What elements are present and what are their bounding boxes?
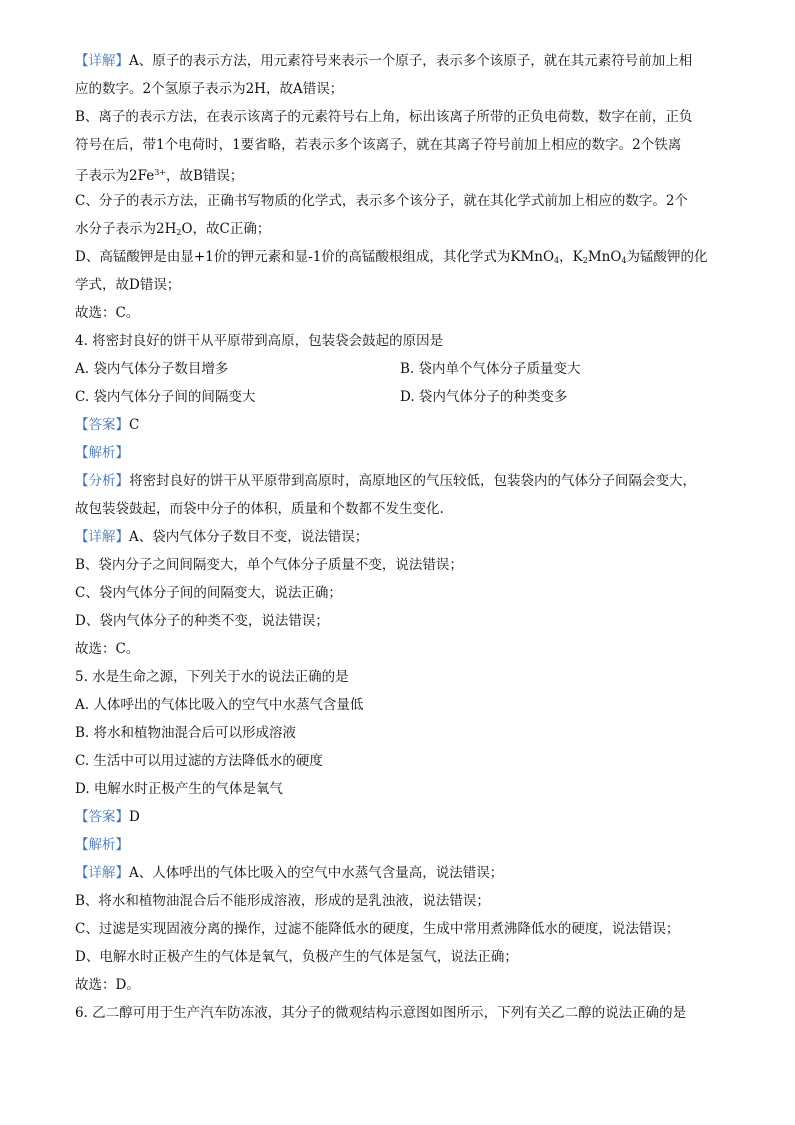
q5-choice: 故选：D。 (75, 977, 140, 993)
q3-detail-a: 【详解】A、原子的表示方法，用元素符号来表示一个原子，表示多个该原子，就在其元素符号前加上相 (75, 53, 693, 69)
q4-options-row-2 (75, 383, 725, 411)
q4-fenxi-cont: 故包装袋鼓起，而袋中分子的体积，质量和个数都不发生变化. (75, 501, 444, 517)
q3-detail-c: C、分子的表示方法，正确书写物质的化学式，表示多个该分子，就在其化学式前加上相应的数字。2个 (75, 193, 688, 209)
q3-detail-c-cont: 水分子表示为$2H_2O$，故C正确； (75, 221, 271, 237)
q6-stem: 6. 乙二醇可用于生产汽车防冻液，其分子的微观结构示意图如图所示，下列有关乙二醇的说法正确的是 (75, 1005, 687, 1021)
q5-detail-b: B、将水和植物油混合后不能形成溶液，形成的是乳浊液，说法错误； (75, 893, 490, 909)
q4-answer: 【答案】C (75, 417, 140, 433)
q5-option-c: C. 生活中可以用过滤的方法降低水的硬度 (75, 753, 323, 769)
detail-tag: 【详解】 (75, 529, 129, 545)
q4-fenxi: 【分析】将密封良好的饼干从平原带到高原时，高原地区的气压较低，包装袋内的气体分子间隔会变大， (75, 473, 696, 489)
answer-tag: 【答案】 (75, 417, 129, 433)
q4-options-row-1 (75, 355, 725, 383)
q5-analysis-tag: 【解析】 (75, 837, 129, 853)
q4-detail-a: 【详解】A、袋内气体分子数目不变，说法错误； (75, 529, 369, 545)
q5-stem: 5. 水是生命之源，下列关于水的说法正确的是 (75, 669, 349, 685)
q3-detail-a-cont: 应的数字。2个氢原子表示为2H，故A错误； (75, 81, 344, 97)
q5-answer: 【答案】D (75, 809, 140, 825)
q3-detail-d-cont: 学式，故D错误； (75, 277, 181, 293)
q4-stem: 4. 将密封良好的饼干从平原带到高原，包装袋会鼓起的原因是 (75, 333, 444, 349)
q5-detail-c: C、过滤是实现固液分离的操作，过滤不能降低水的硬度，生成中常用煮沸降低水的硬度，说法错误； (75, 921, 680, 937)
detail-tag: 【详解】 (75, 53, 129, 69)
q5-detail-a: 【详解】A、人体呼出的气体比吸入的空气中水蒸气含量高，说法错误； (75, 865, 504, 881)
q5-option-a: A. 人体呼出的气体比吸入的空气中水蒸气含量低 (75, 697, 364, 713)
q4-choice: 故选：C。 (75, 641, 140, 657)
q3-choice: 故选：C。 (75, 305, 140, 321)
answer-tag: 【答案】 (75, 809, 129, 825)
document-page (75, 47, 725, 1027)
q4-option-c: C. 袋内气体分子间的间隔变大 (75, 389, 256, 405)
q4-analysis-tag: 【解析】 (75, 445, 129, 461)
q4-detail-b: B、袋内分子之间间隔变大，单个气体分子质量不变，说法错误； (75, 557, 463, 573)
q5-option-b: B. 将水和植物油混合后可以形成溶液 (75, 725, 297, 741)
q5-detail-d: D、电解水时正极产生的气体是氧气，负极产生的气体是氢气，说法正确； (75, 949, 518, 965)
q4-option-a: A. 袋内气体分子数目增多 (75, 361, 229, 377)
q4-option-d: D. 袋内气体分子的种类变多 (400, 389, 568, 405)
detail-tag: 【详解】 (75, 865, 129, 881)
q4-detail-c: C、袋内气体分子间的间隔变大，说法正确； (75, 585, 342, 601)
q3-detail-b: B、离子的表示方法，在表示该离子的元素符号右上角，标出该离子所带的正负电荷数，数字在前，正负 (75, 109, 693, 125)
q5-option-d: D. 电解水时正极产生的气体是氧气 (75, 781, 283, 797)
q4-detail-d: D、袋内气体分子的种类不变，说法错误； (75, 613, 329, 629)
q3-detail-b-cont2: 子表示为$2Fe^{3+}$，故B错误； (75, 168, 244, 184)
q3-detail-d: D、高锰酸钾是由显+1价的钾元素和显-1价的高锰酸根组成，其化学式为KMnO$_4$，$K_2MnO_4$为锰酸钾的化 (75, 249, 708, 265)
q4-option-b: B. 袋内单个气体分子质量变大 (400, 361, 581, 377)
q3-detail-b-cont: 符号在后，带1个电荷时，1要省略，若表示多个该离子，就在其离子符号前加上相应的数字。2个铁离 (75, 137, 682, 153)
fenxi-tag: 【分析】 (75, 473, 129, 489)
